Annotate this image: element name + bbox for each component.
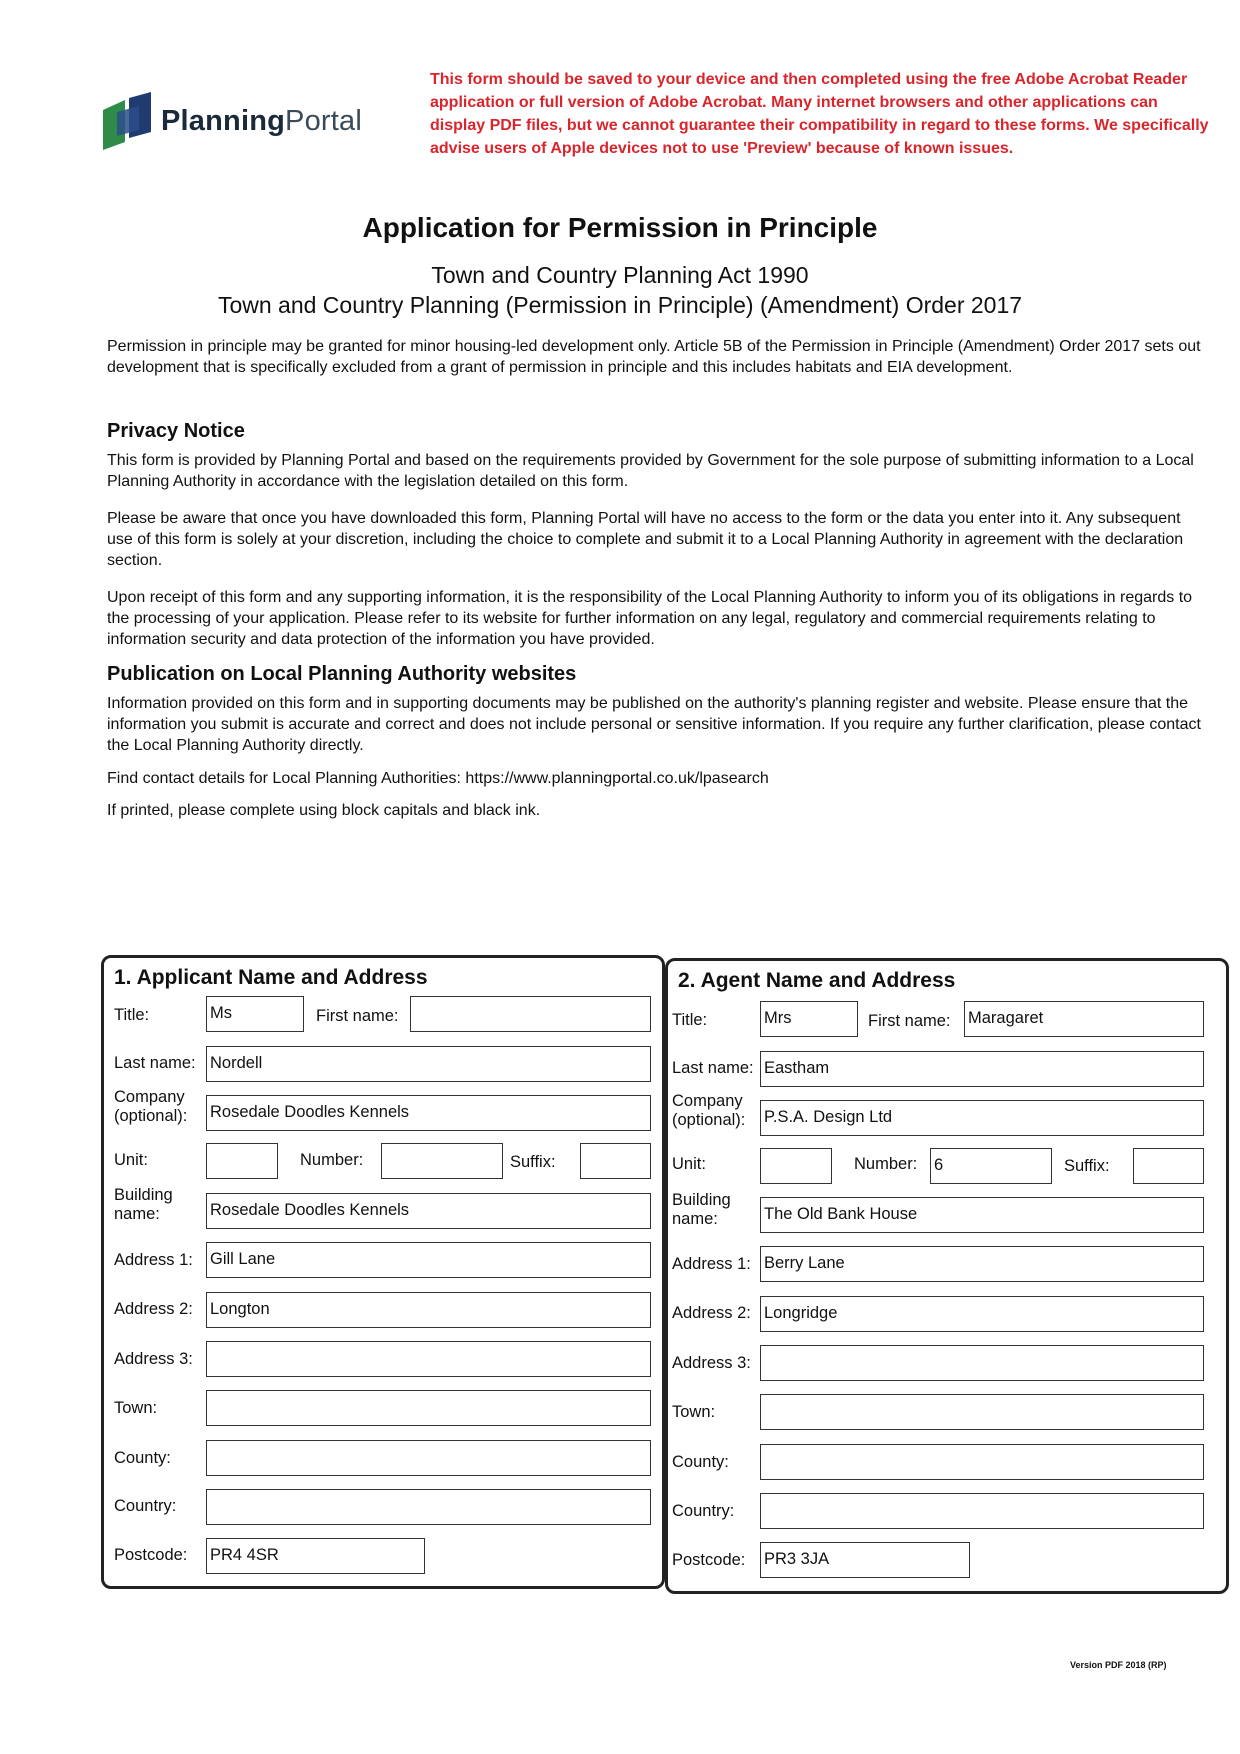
applicant-building-field[interactable]: Rosedale Doodles Kennels <box>206 1193 651 1229</box>
agent-address1-label: Address 1: <box>672 1255 751 1273</box>
applicant-number-field[interactable] <box>381 1143 503 1179</box>
legislation-order: Town and Country Planning (Permission in Principle) (Amendment) Order 2017 <box>217 292 1023 318</box>
applicant-unit-field[interactable] <box>206 1143 278 1179</box>
applicant-address1-label: Address 1: <box>114 1251 193 1269</box>
version-label: Version PDF 2018 (RP) <box>1070 1660 1167 1670</box>
planning-portal-logo <box>103 92 362 150</box>
agent-number-field[interactable]: 6 <box>930 1148 1052 1184</box>
applicant-address1-field[interactable]: Gill Lane <box>206 1242 651 1278</box>
agent-section <box>665 958 1229 1594</box>
agent-company-field[interactable]: P.S.A. Design Ltd <box>760 1100 1204 1136</box>
agent-suffix-field[interactable] <box>1133 1148 1204 1184</box>
applicant-first-name-field[interactable] <box>410 996 651 1032</box>
agent-county-field[interactable] <box>760 1444 1204 1480</box>
applicant-first-name-label: First name: <box>316 1007 399 1025</box>
applicant-number-label: Number: <box>300 1151 364 1169</box>
publication-paragraph-1: Information provided on this form and in supporting documents may be published on the authority's planning register and website. Please ensure that the information you submit is accurate and correct and does not include personal or sensitive information. If you require any further clarification, please contact the Local Planning Authority directly. <box>107 695 1201 754</box>
applicant-last-name-label: Last name: <box>114 1054 196 1072</box>
applicant-postcode-field[interactable]: PR4 4SR <box>206 1538 425 1574</box>
applicant-building-label: Building name: <box>114 1186 173 1223</box>
agent-town-field[interactable] <box>760 1394 1204 1430</box>
agent-country-field[interactable] <box>760 1493 1204 1529</box>
applicant-company-label: Company (optional): <box>114 1088 188 1125</box>
publication-heading: Publication on Local Planning Authority websites <box>107 663 577 685</box>
applicant-address3-field[interactable] <box>206 1341 651 1377</box>
applicant-address2-field[interactable]: Longton <box>206 1292 651 1328</box>
applicant-last-name-field[interactable]: Nordell <box>206 1046 651 1082</box>
agent-suffix-label: Suffix: <box>1064 1157 1110 1175</box>
privacy-paragraph-1: This form is provided by Planning Portal and based on the requirements provided by Government for the sole purpose of submitting information to a Local Planning Authority in accordance with the legislation detailed on this form. <box>107 452 1194 490</box>
agent-address1-field[interactable]: Berry Lane <box>760 1246 1204 1282</box>
agent-last-name-field[interactable]: Eastham <box>760 1051 1204 1087</box>
applicant-county-label: County: <box>114 1449 171 1467</box>
agent-address2-label: Address 2: <box>672 1304 751 1322</box>
agent-unit-field[interactable] <box>760 1148 832 1184</box>
agent-postcode-field[interactable]: PR3 3JA <box>760 1542 970 1578</box>
privacy-heading: Privacy Notice <box>107 420 245 442</box>
intro-paragraph: Permission in principle may be granted for minor housing-led development only. Article 5B of the Permission in Principle (Amendment) Order 2017 sets out development that is specifically excluded from a grant of permission in principle and this includes habitats and EIA development. <box>107 338 1201 376</box>
agent-address3-label: Address 3: <box>672 1354 751 1372</box>
legislation-act: Town and Country Planning Act 1990 <box>431 262 809 288</box>
logo-wordmark: PlanningPortal <box>161 104 363 137</box>
applicant-country-field[interactable] <box>206 1489 651 1525</box>
applicant-suffix-field[interactable] <box>580 1143 651 1179</box>
planning-portal-logo-icon <box>103 92 153 150</box>
applicant-town-field[interactable] <box>206 1390 651 1426</box>
agent-company-label: Company (optional): <box>672 1092 746 1129</box>
agent-heading: 2. Agent Name and Address <box>678 969 956 992</box>
page-title: Application for Permission in Principle <box>362 212 878 243</box>
agent-address2-field[interactable]: Longridge <box>760 1296 1204 1332</box>
agent-address3-field[interactable] <box>760 1345 1204 1381</box>
applicant-postcode-label: Postcode: <box>114 1546 188 1564</box>
agent-building-field[interactable]: The Old Bank House <box>760 1197 1204 1233</box>
block-capitals-note: If printed, please complete using block capitals and black ink. <box>107 802 541 819</box>
agent-unit-label: Unit: <box>672 1155 706 1173</box>
applicant-title-field[interactable]: Ms <box>206 996 304 1032</box>
agent-country-label: Country: <box>672 1502 735 1520</box>
applicant-address2-label: Address 2: <box>114 1300 193 1318</box>
agent-postcode-label: Postcode: <box>672 1551 746 1569</box>
agent-title-label: Title: <box>672 1011 708 1029</box>
applicant-address3-label: Address 3: <box>114 1350 193 1368</box>
agent-county-label: County: <box>672 1453 729 1471</box>
agent-first-name-field[interactable]: Maragaret <box>964 1001 1204 1037</box>
applicant-town-label: Town: <box>114 1399 158 1417</box>
applicant-title-label: Title: <box>114 1006 150 1024</box>
agent-building-label: Building name: <box>672 1191 731 1228</box>
agent-town-label: Town: <box>672 1403 716 1421</box>
agent-last-name-label: Last name: <box>672 1059 754 1077</box>
privacy-paragraph-2: Please be aware that once you have downloaded this form, Planning Portal will have no access to the form or the data you enter into it. Any subsequent use of this form is solely at your discretion, including the choice to complete and submit it to a Local Planning Authority in agreement with the declaration section. <box>107 510 1184 569</box>
applicant-unit-label: Unit: <box>114 1151 148 1169</box>
applicant-company-field[interactable]: Rosedale Doodles Kennels <box>206 1095 651 1131</box>
agent-title-field[interactable]: Mrs <box>760 1001 858 1037</box>
adobe-warning: This form should be saved to your device and then completed using the free Adobe Acrobat Reader application or full version of Adobe Acrobat. Many internet browsers and other applications can display PDF files, but we cannot guarantee their compatibility in regard to these forms. We specifically advise users of Apple devices not to use 'Preview' because of known issues. <box>430 71 1209 157</box>
agent-first-name-label: First name: <box>868 1012 951 1030</box>
applicant-country-label: Country: <box>114 1497 177 1515</box>
applicant-suffix-label: Suffix: <box>510 1153 556 1171</box>
applicant-county-field[interactable] <box>206 1440 651 1476</box>
agent-number-label: Number: <box>854 1155 918 1173</box>
applicant-section <box>101 955 665 1589</box>
privacy-paragraph-3: Upon receipt of this form and any supporting information, it is the responsibility of the Local Planning Authority to inform you of its obligations in regards to the processing of your application. Please refer to its website for further information on any legal, regulatory and commercial requirements relating to information security and data protection of the information you have provided. <box>107 589 1193 648</box>
applicant-heading: 1. Applicant Name and Address <box>114 966 428 989</box>
lpa-contact-line: Find contact details for Local Planning Authorities: https://www.planningportal.co.uk/lpasearch <box>107 770 769 787</box>
